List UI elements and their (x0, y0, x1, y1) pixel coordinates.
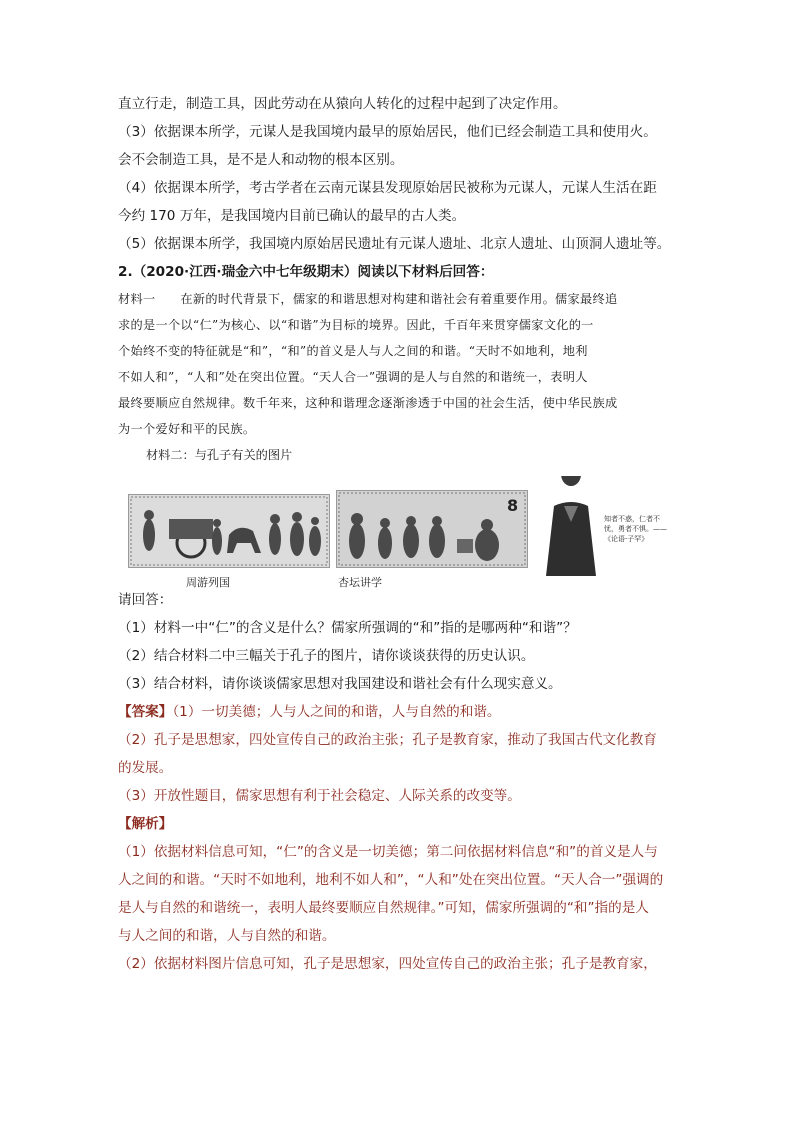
text-line: （4）依据课本所学，考古学者在云南元谋县发现原始居民被称为元谋人，元谋人生活在距 (118, 180, 657, 196)
question-item: （2）结合材料二中三幅关于孔子的图片，请你谈谈获得的历史认识。 (118, 648, 535, 664)
portrait-picture (536, 476, 672, 578)
text-line: 直立行走，制造工具，因此劳动在从猿向人转化的过程中起到了决定作用。 (118, 96, 567, 112)
text-line: （5）依据课本所学，我国境内原始居民遗址有元谋人遗址、北京人遗址、山顶洞人遗址等。 (118, 236, 671, 252)
analysis-line: 与人之间的和谐，人与自然的和谐。 (118, 928, 336, 944)
answer-line-3: （3）开放性题目，儒家思想有利于社会稳定、人际关系的改变等。 (118, 788, 521, 804)
analysis-label: 【解析】 (118, 816, 173, 832)
analysis-line: 是人与自然的和谐统一，表明人最终要顺应自然规律。”可知，儒家所强调的“和”指的是人 (118, 900, 649, 916)
answer-text: （1）一切美德；人与人之间的和谐，人与自然的和谐。 (172, 704, 501, 720)
question-item: （3）结合材料，请你谈谈儒家思想对我国建设和谐社会有什么现实意义。 (118, 676, 562, 692)
answer-line-2b: 的发展。 (118, 760, 173, 776)
material-line: 为一个爱好和平的民族。 (118, 422, 256, 436)
text-line: 会不会制造工具，是不是人和动物的根本区别。 (118, 152, 404, 168)
travel-picture (128, 494, 330, 568)
confucius-pictures (118, 476, 678, 589)
material-line: 材料一 在新的时代背景下，儒家的和谐思想对构建和谐社会有着重要作用。儒家最终追 (118, 292, 618, 306)
text-line: （3）依据课本所学，元谋人是我国境内最早的原始居民，他们已经会制造工具和使用火。 (118, 124, 657, 140)
lecture-picture (336, 490, 528, 568)
material-line: 最终要顺应自然规律。数千年来，这种和谐理念逐渐渗透于中国的社会生活，使中华民族成 (118, 396, 618, 410)
material2-heading: 材料二：与孔子有关的图片 (146, 448, 293, 462)
question-prompt: 请回答： (118, 592, 173, 608)
answer-line-1 (118, 698, 678, 726)
quote-text: 知者不惑，仁者不忧，勇者不惧。——《论语·子罕》 (604, 515, 667, 543)
document-page (118, 90, 678, 978)
question-item: （1）材料一中“仁”的含义是什么？儒家所强调的“和”指的是哪两种“和谐”？ (118, 620, 577, 636)
material-line: 不如人和”，“人和”处在突出位置。“天人合一”强调的是人与自然的和谐统一，表明人 (118, 370, 588, 384)
caption-travel: 周游列国 (186, 576, 230, 589)
caption-lecture: 杏坛讲学 (338, 576, 382, 589)
material-line: 求的是一个以“仁”为核心、以“和谐”为目标的境界。因此，千百年来贯穿儒家文化的一 (118, 318, 594, 332)
analysis-line: （1）依据材料信息可知，“仁”的含义是一切美德；第二问依据材料信息“和”的首义是人与 (118, 844, 658, 860)
material-line: 个始终不变的特征就是“和”，“和”的首义是人与人之间的和谐。“天时不如地利，地利 (118, 344, 588, 358)
analysis-line: 人之间的和谐。“天时不如地利，地利不如人和”，“人和”处在突出位置。“天人合一”强调的 (118, 872, 664, 888)
text-line: 今约 170 万年，是我国境内目前已确认的最早的古人类。 (118, 208, 466, 224)
answer-line-2: （2）孔子是思想家，四处宣传自己的政治主张；孔子是教育家，推动了我国古代文化教育 (118, 732, 657, 748)
stamp-number: 8 (507, 496, 519, 515)
answer-label: 【答案】 (118, 704, 173, 720)
analysis-line: （2）依据材料图片信息可知，孔子是思想家，四处宣传自己的政治主张；孔子是教育家， (118, 956, 657, 972)
question-title: 2.（2020·江西·瑞金六中七年级期末）阅读以下材料后回答： (118, 264, 494, 280)
